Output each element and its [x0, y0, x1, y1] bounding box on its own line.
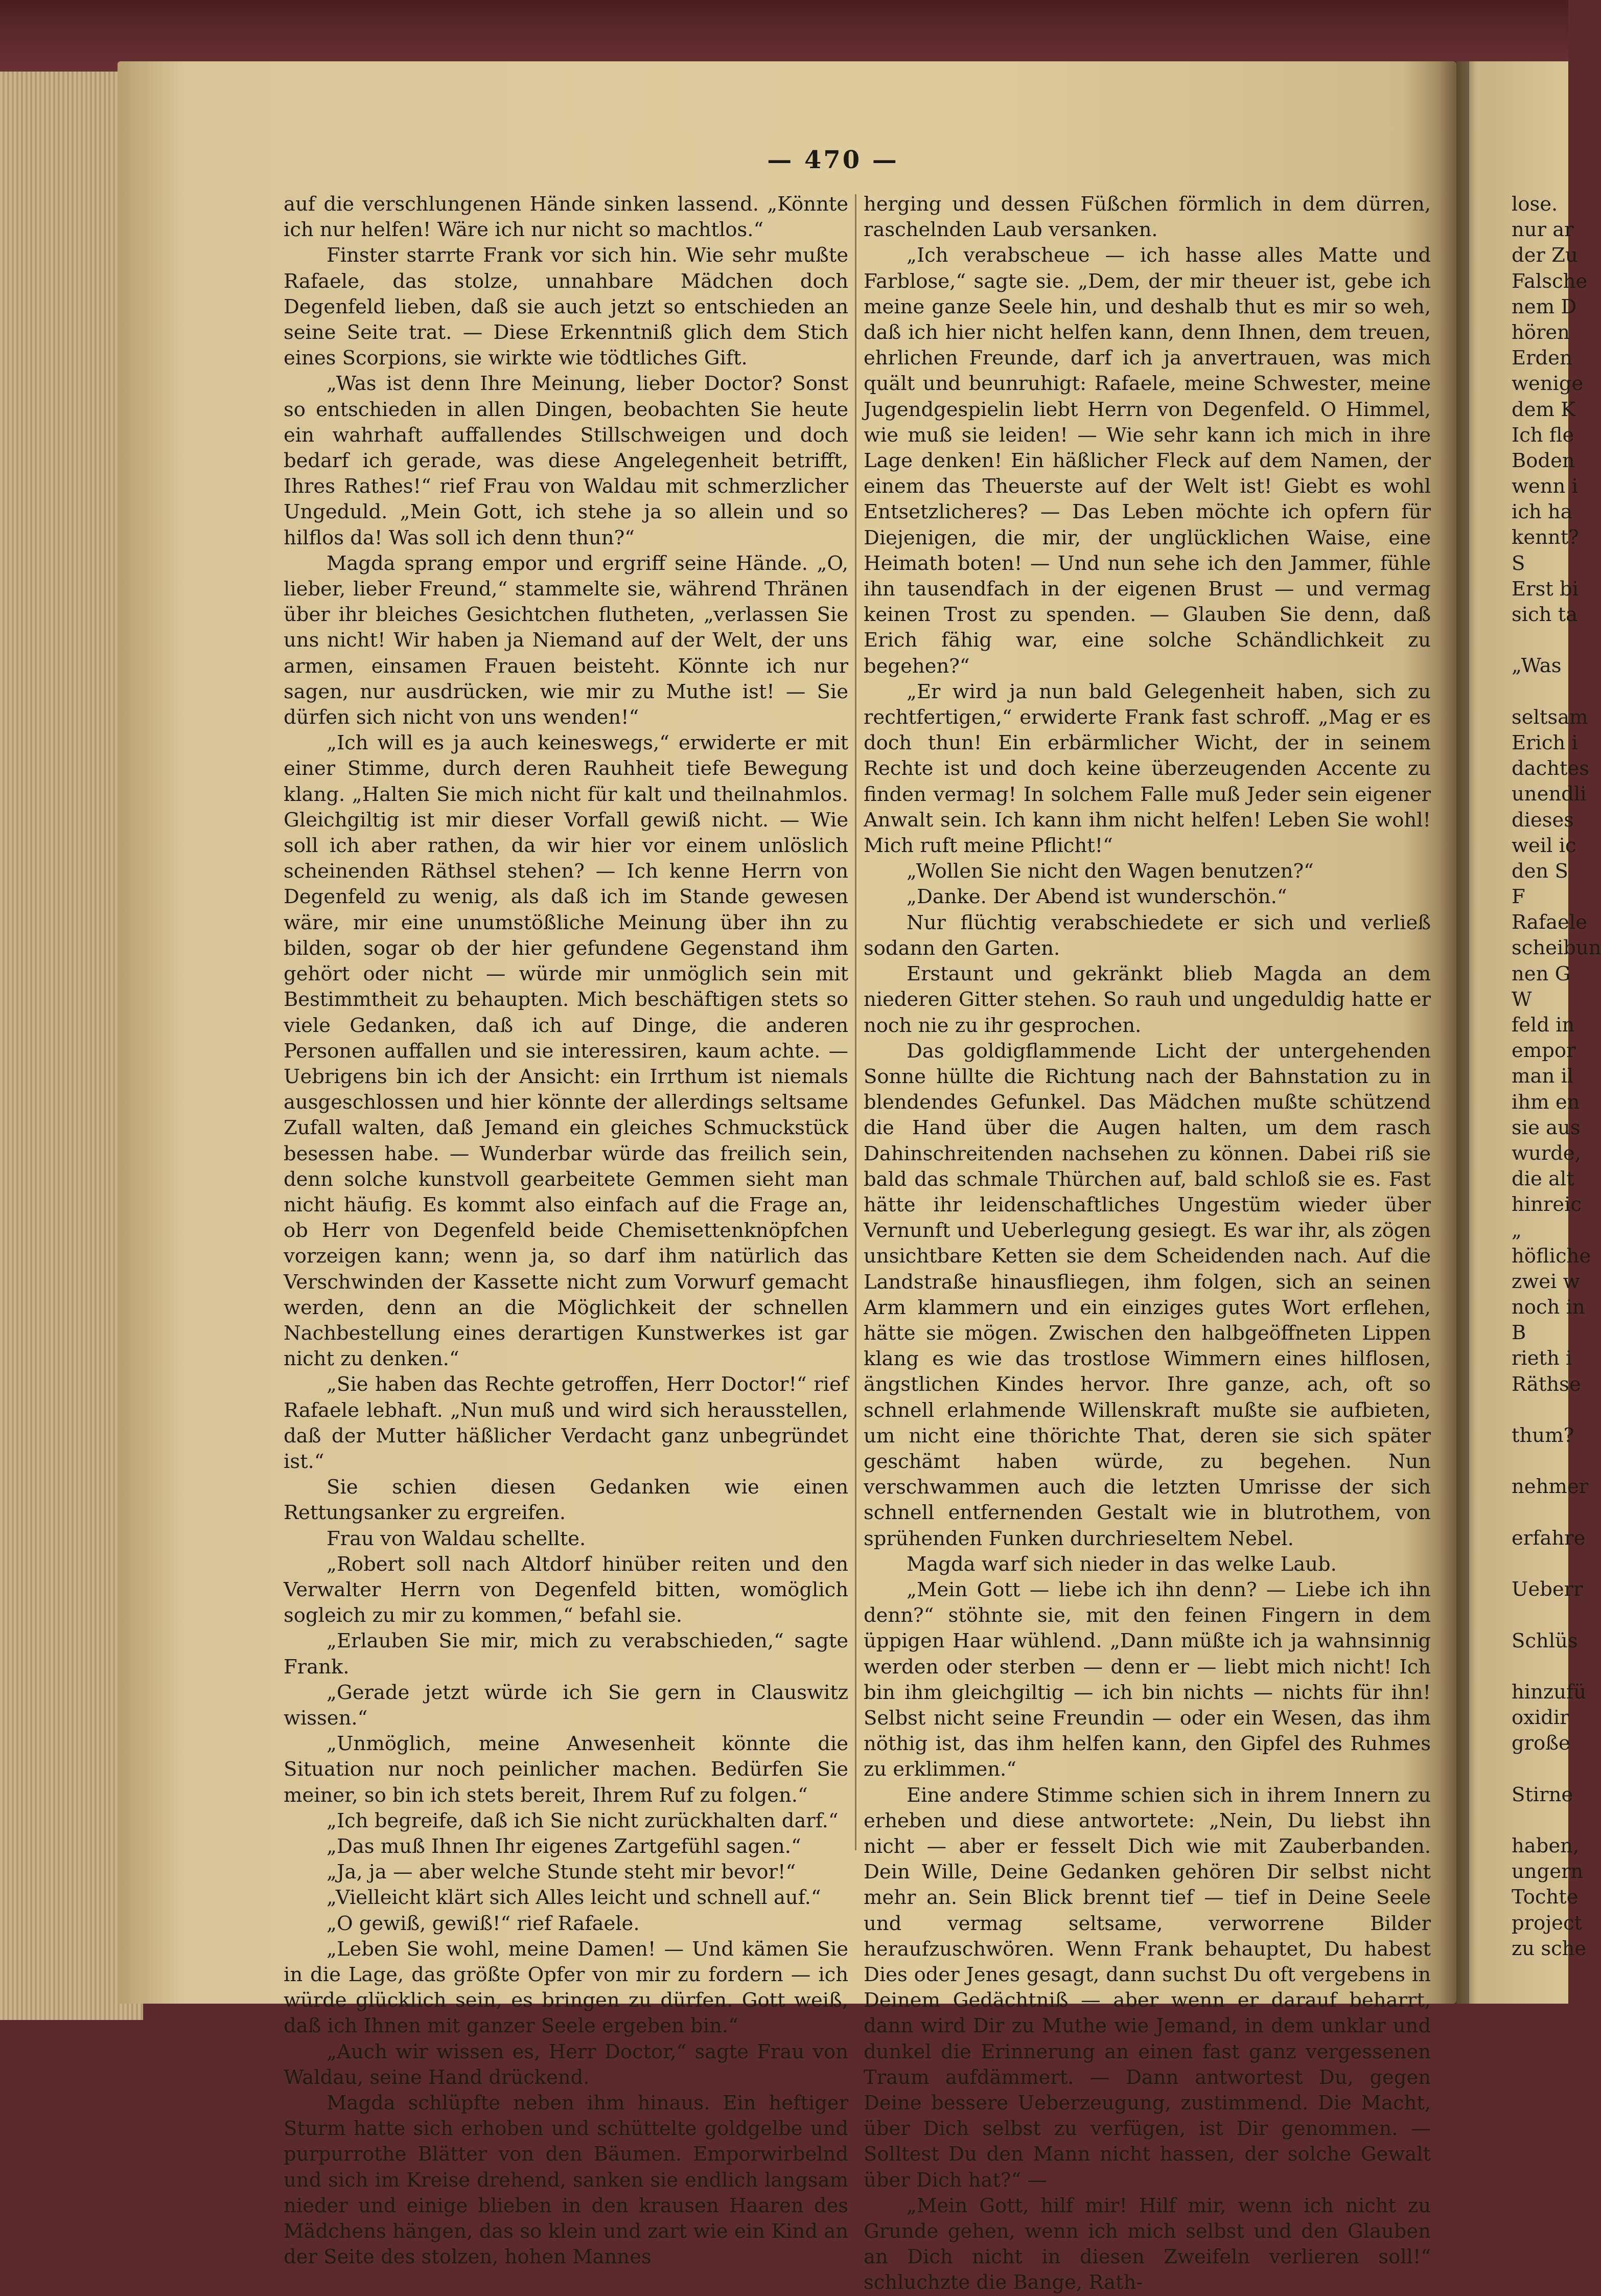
paragraph: Finster starrte Frank vor sich hin. Wie sehr mußte Rafaele, das stolze, unnahbare Mädchen doch Degenfeld lieben, daß sie auch jetzt so entschieden an seine Seite trat. — Diese Erkenntniß glich dem Stich eines Scorpions, sie wirkte wie tödtliches Gift.	[284, 244, 848, 370]
edge-line: Falsche	[1512, 269, 1588, 293]
edge-line: Erich i	[1512, 731, 1578, 754]
next-page-text-fragment	[1512, 192, 1601, 1962]
edge-line: rieth i	[1512, 1347, 1572, 1370]
edge-line: kennt?	[1512, 526, 1579, 549]
edge-line: haben,	[1512, 1834, 1580, 1857]
paragraph: Nur flüchtig verabschiedete er sich und verließ sodann den Garten.	[864, 911, 1431, 960]
edge-line: Rafaele	[1512, 911, 1587, 934]
edge-line	[1512, 1808, 1568, 1833]
paragraph: „Wollen Sie nicht den Wagen benutzen?“	[907, 860, 1314, 883]
paragraph: „Gerade jetzt würde ich Sie gern in Clauswitz wissen.“	[284, 1681, 848, 1730]
left-text-column	[284, 192, 848, 2270]
edge-line: der Zu	[1512, 244, 1578, 267]
edge-line: man il	[1512, 1065, 1574, 1088]
paragraph: „Was ist denn Ihre Meinung, lieber Doctor? Sonst so entschieden in allen Dingen, beobachten Sie heute ein wahrhaft auffallendes Stillschweigen und doch bedarf ich gerade, was diese Angelegenheit betrifft, Ihres Rathes!“ rief Frau von Waldau mit schmerzlicher Ungeduld. „Mein Gott, ich stehe ja so allein und so hilflos da! Was soll ich denn thun?“	[284, 372, 848, 549]
edge-line: wenige	[1512, 372, 1584, 396]
edge-line: nem D	[1512, 295, 1577, 318]
edge-line	[1512, 679, 1568, 705]
edge-line: feld in	[1512, 1014, 1575, 1037]
paragraph: Eine andere Stimme schien sich in ihrem Innern zu erheben und diese antwortete: „Nein, Du liebst ihn nicht — aber er fesselt Dich wie mit Zauberbanden. Dein Wille, Deine Gedanken gehören Dir selbst nicht mehr an. Sein Blick brennt tief — tief in Deine Seele und vermag seltsame, verworrene Bilder heraufzuschwören. Wenn Frank behauptet, Du habest Dies oder Jenes gesagt, dann suchst Du oft vergebens in Deinem Gedächtniß — aber wenn er darauf beharrt, dann wird Dir zu Muthe wie Jemand, in dem unklar und dunkel die Erinnerung an einen fast ganz vergessenen Traum aufdämmert. — Dann antwortest Du, gegen Deine bessere Ueberzeugung, zustimmend. Die Macht, über Dich selbst zu verfügen, ist Dir genommen. — Solltest Du den Mann nicht hassen, der solche Gewalt über Dich hat?“ —	[864, 1783, 1431, 2192]
edge-line: Schlüs	[1512, 1629, 1578, 1652]
paragraph: „Er wird ja nun bald Gelegenheit haben, sich zu rechtfertigen,“ erwiderte Frank fast schroff. „Mag er es doch thun! Ein erbärmlicher Wicht, der in seinem Rechte ist und doch keine überzeugenden Accente zu finden vermag! In solchem Falle muß Jeder sein eigener Anwalt sein. Ich kann ihm nicht helfen! Leben Sie wohl! Mich ruft meine Pflicht!“	[864, 680, 1431, 858]
edge-line: dem K	[1512, 398, 1575, 421]
edge-line: thum?	[1512, 1424, 1574, 1447]
edge-line: unendli	[1512, 783, 1587, 806]
edge-line: sie aus	[1512, 1116, 1581, 1139]
paragraph: „Das muß Ihnen Ihr eigenes Zartgefühl sagen.“	[327, 1835, 801, 1858]
edge-line: die alt	[1512, 1167, 1574, 1191]
edge-line: Erst bi	[1512, 577, 1579, 601]
edge-line: hören	[1512, 320, 1570, 344]
paragraph: „Mein Gott — liebe ich ihn denn? — Liebe ich ihn denn?“ stöhnte sie, mit den feinen Fingern in dem üppigen Haar wühlend. „Dann müßte ich ja wahnsinnig werden oder sterben — denn er — liebt mich nicht! Ich bin ihm gleichgiltig — ich bin nichts — nichts für ihn! Selbst nicht seine Freundin — oder ein Wesen, das ihm nöthig ist, das ihm helfen kann, den Gipfel des Ruhmes zu erklimmen.“	[864, 1578, 1431, 1781]
edge-line: erfahre	[1512, 1526, 1586, 1550]
edge-line: ungern	[1512, 1860, 1584, 1884]
edge-line: lose.	[1512, 193, 1558, 216]
edge-line: empor	[1512, 1039, 1576, 1063]
edge-line: dachtes	[1512, 757, 1589, 780]
paragraph: „Sie haben das Rechte getroffen, Herr Doctor!“ rief Rafaele lebhaft. „Nun muß und wird sich herausstellen, daß der Mutter häßlicher Verdacht ganz unbegründet ist.“	[284, 1373, 848, 1473]
column-divider	[855, 194, 856, 1850]
paragraph: Magda schlüpfte neben ihm hinaus. Ein heftiger Sturm hatte sich erhoben und schüttelte goldgelbe und purpurrothe Blätter von den Bäumen. Emporwirbelnd und sich im Kreise drehend, sanken sie endlich langsam nieder und einige blieben in den krausen Haaren des Mädchens hängen, das so klein und zart wie ein Kind an der Seite des stolzen, hohen Mannes	[284, 2092, 848, 2269]
edge-line: dieses	[1512, 808, 1574, 832]
paragraph: „Danke. Der Abend ist wunderschön.“	[907, 885, 1287, 909]
edge-line: nen G	[1512, 962, 1571, 985]
edge-line: große	[1512, 1732, 1570, 1755]
paragraph: Das goldigflammende Licht der untergehenden Sonne hüllte die Richtung nach der Bahnstation zu in blendendes Gefunkel. Das Mädchen mußte schützend die Hand über die Augen halten, um dem rasch Dahinschreitenden nachsehen zu können. Dabei riß sie bald das schmale Thürchen auf, bald schloß sie es. Fast hätte ihr leidenschaftliches Ungestüm wieder über Vernunft und Ueberlegung gesiegt. Es war ihr, als zögen unsichtbare Ketten sie dem Scheidenden nach. Auf die Landstraße hinausfliegen, ihm folgen, sich an seinen Arm klammern und ein einziges gutes Wort erflehen, hätte sie mögen. Zwischen den halbgeöffneten Lippen klang es wie das trostlose Wimmern eines hilflosen, ängstlichen Kindes hervor. Ihre ganze, ach, oft so schnell erlahmende Willenskraft mußte sie aufbieten, um nicht eine thörichte That, deren sie sich später geschämt haben würde, zu begehen. Nun verschwammen auch die letzten Umrisse der sich schnell entfernenden Gestalt wie in blutrothem, von sprühenden Funken durchrieseltem Nebel.	[864, 1039, 1431, 1550]
paragraph: „Ich will es ja auch keineswegs,“ erwiderte er mit einer Stimme, durch deren Rauhheit tiefe Bewegung klang. „Halten Sie mich nicht für kalt und theilnahmlos. Gleichgiltig ist mir dieser Vorfall gewiß nicht. — Wie soll ich aber rathen, da wir hier vor einem unlöslich scheinenden Räthsel stehen? — Ich kenne Herrn von Degenfeld zu wenig, als daß ich im Stande gewesen wäre, mir eine unumstößliche Meinung über ihn zu bilden, sogar ob der hier gefundene Gegenstand ihm gehört oder nicht — würde mir unmöglich sein mit Bestimmtheit zu behaupten. Mich beschäftigen stets so viele Gedanken, daß ich auf Dinge, die anderen Personen auffallen und sie interessiren, kaum achte. — Uebrigens bin ich der Ansicht: ein Irrthum ist niemals ausgeschlossen und hier könnte der allerdings seltsame Zufall walten, daß Jemand ein gleiches Schmuckstück besessen habe. — Wunderbar würde das freilich sein, denn solche kunstvoll gearbeitete Gemmen sieht man nicht häufig. Es kommt also einfach auf die Frage an, ob Herr von Degenfeld beide Chemisettenknöpfchen vorzeigen kann; wenn ja, so darf ihm natürlich das Verschwinden der Kassette nicht zum Vorwurf gemacht werden, denn an die Möglichkeit der schnellen Nachbestellung eines derartigen Kunstwerkes ist gar nicht zu denken.“	[284, 731, 848, 1371]
edge-line: S	[1512, 552, 1525, 575]
edge-line: nur ar	[1512, 218, 1574, 242]
edge-line: Räthse	[1512, 1372, 1581, 1396]
edge-line: Stirne	[1512, 1783, 1573, 1806]
edge-line: F	[1512, 885, 1525, 909]
edge-line: weil ic	[1512, 834, 1576, 857]
edge-line: Ueberr	[1512, 1578, 1583, 1601]
edge-line: hinzufü	[1512, 1680, 1587, 1704]
edge-line: ich ha	[1512, 500, 1572, 524]
page-number: — 470 —	[767, 146, 899, 174]
edge-line: sich ta	[1512, 603, 1578, 626]
paragraph: herging und dessen Füßchen förmlich in dem dürren, raschelnden Laub versanken.	[864, 193, 1431, 242]
right-text-column	[864, 192, 1431, 2296]
edge-line	[1512, 1449, 1568, 1474]
edge-line: „Was	[1512, 654, 1562, 678]
edge-line: Tochte	[1512, 1886, 1579, 1909]
paragraph: Erstaunt und gekränkt blieb Magda an dem niederen Gitter stehen. So rauh und ungeduldig hatte er noch nie zu ihr gesprochen.	[864, 962, 1431, 1037]
edge-line: Boden	[1512, 449, 1575, 472]
edge-line: Ich fle	[1512, 423, 1574, 447]
edge-line: W	[1512, 988, 1532, 1011]
paragraph: „Ja, ja — aber welche Stunde steht mir bevor!“	[327, 1861, 796, 1884]
edge-line	[1512, 628, 1568, 653]
edge-line: wurde,	[1512, 1141, 1581, 1165]
edge-line: scheibun	[1512, 936, 1601, 960]
paragraph: „Mein Gott, hilf mir! Hilf mir, wenn ich nicht zu Grunde gehen, wenn ich mich selbst und den Glauben an Dich nicht in diesen Zweifeln verlieren soll!“ schluchzte die Bange, Rath-	[864, 2194, 1431, 2294]
edge-line	[1512, 1551, 1568, 1577]
edge-line	[1512, 1756, 1568, 1782]
edge-line: B	[1512, 1321, 1526, 1345]
edge-line: zwei w	[1512, 1270, 1580, 1293]
edge-line: höfliche	[1512, 1244, 1591, 1268]
edge-line: „	[1512, 1219, 1522, 1242]
paragraph: Magda warf sich nieder in das welke Laub.	[907, 1552, 1337, 1576]
paragraph: „Erlauben Sie mir, mich zu verabschieden,“ sagte Frank.	[284, 1629, 848, 1679]
book-binding	[0, 0, 1568, 72]
paragraph: „Unmöglich, meine Anwesenheit könnte die Situation nur noch peinlicher machen. Bedürfen Sie meiner, so bin ich stets bereit, Ihrem Ruf zu folgen.“	[284, 1732, 848, 1807]
edge-line: ihm en	[1512, 1090, 1580, 1114]
paragraph: „Auch wir wissen es, Herr Doctor,“ sagte Frau von Waldau, seine Hand drückend.	[284, 2040, 848, 2089]
edge-line	[1512, 1654, 1568, 1680]
edge-line: zu sche	[1512, 1937, 1587, 1960]
edge-line: wenn i	[1512, 475, 1578, 498]
paragraph: Sie schien diesen Gedanken wie einen Rettungsanker zu ergreifen.	[284, 1476, 848, 1525]
edge-line: oxidir	[1512, 1706, 1569, 1730]
edge-line: nehmer	[1512, 1475, 1589, 1499]
edge-line: project	[1512, 1911, 1582, 1935]
paragraph: „Ich begreife, daß ich Sie nicht zurückhalten darf.“	[327, 1809, 839, 1832]
edge-line	[1512, 1602, 1568, 1628]
edge-line: hinreic	[1512, 1193, 1582, 1216]
paragraph: auf die verschlungenen Hände sinken lassend. „Könnte ich nur helfen! Wäre ich nur nicht so machtlos.“	[284, 193, 848, 242]
paragraph: „Ich verabscheue — ich hasse alles Matte und Farblose,“ sagte sie. „Dem, der mir theuer ist, gebe ich meine ganze Seele hin, und deshalb thut es mir so weh, daß ich hier nicht helfen kann, denn Ihnen, dem treuen, ehrlichen Freunde, darf ich ja anvertrauen, was mich quält und beunruhigt: Rafaele, meine Schwester, meine Jugendgespielin liebt Herrn von Degenfeld. O Himmel, wie muß sie leiden! — Wie sehr kann ich mich in ihre Lage denken! Ein häßlicher Fleck auf dem Namen, der einem das Theuerste auf der Welt ist! Giebt es wohl Entsetzlicheres? — Das Leben möchte ich opfern für Diejenigen, die mir, der unglücklichen Waise, eine Heimath boten! — Und nun sehe ich den Jammer, fühle ihn tausendfach in der eigenen Brust — und vermag keinen Trost zu spenden. — Glauben Sie denn, daß Erich fähig war, eine solche Schändlichkeit zu begehen?“	[864, 244, 1431, 678]
edge-line: seltsam	[1512, 705, 1588, 729]
paragraph: „Leben Sie wohl, meine Damen! — Und kämen Sie in die Lage, das größte Opfer von mir zu fordern — ich würde glücklich sein, es bringen zu dürfen. Gott weiß, daß ich Ihnen mit ganzer Seele ergeben bin.“	[284, 1937, 848, 2038]
paragraph: „Vielleicht klärt sich Alles leicht und schnell auf.“	[327, 1886, 821, 1910]
paragraph: Magda sprang empor und ergriff seine Hände. „O, lieber, lieber Freund,“ stammelte sie, während Thränen über ihr bleiches Gesichtchen flutheten, „verlassen Sie uns nicht! Wir haben ja Niemand auf der Welt, der uns armen, einsamen Frauen beisteht. Könnte ich nur sagen, nur ausdrücken, wie mir zu Muthe ist! — Sie dürfen sich nicht von uns wenden!“	[284, 552, 848, 729]
edge-line: noch in	[1512, 1296, 1585, 1319]
edge-line	[1512, 1500, 1568, 1526]
paragraph: Frau von Waldau schellte.	[327, 1527, 586, 1550]
paragraph: „Robert soll nach Altdorf hinüber reiten und den Verwalter Herrn von Degenfeld bitten, womöglich sogleich zu mir zu kommen,“ befahl sie.	[284, 1552, 848, 1627]
edge-line: den S	[1512, 859, 1568, 883]
paragraph: „O gewiß, gewiß!“ rief Rafaele.	[327, 1912, 640, 1935]
spine-shadow	[1438, 61, 1469, 2004]
edge-line	[1512, 1397, 1568, 1423]
edge-line: Erden	[1512, 347, 1572, 370]
